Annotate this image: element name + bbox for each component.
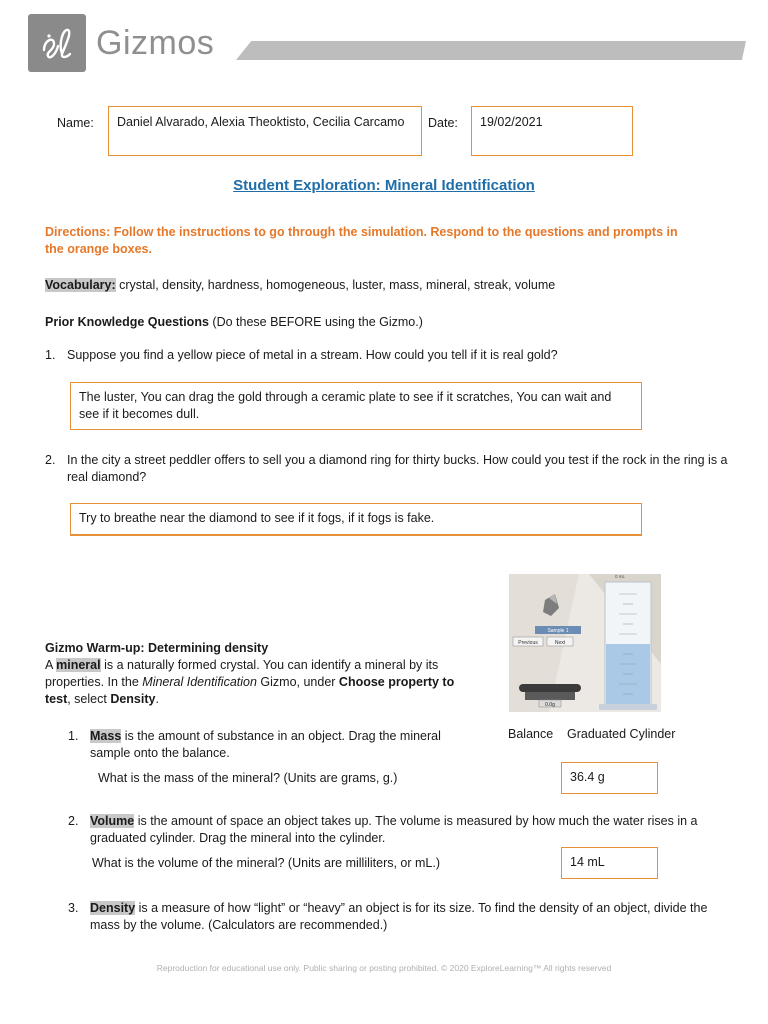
caption-graduated-cylinder: Graduated Cylinder (567, 727, 676, 741)
item-3-number: 3. (68, 901, 79, 915)
prior-knowledge-note: (Do these BEFORE using the Gizmo.) (212, 315, 423, 329)
next-button[interactable]: Next (554, 640, 566, 646)
question-2-text: In the city a street peddler offers to sell you a diamond ring for thirty bucks. How could you test if the rock in the ring is a real diamond? (67, 453, 728, 484)
intro-part-b: is a naturally formed crystal. You can identify a mineral by its properties. In the (45, 658, 439, 689)
intro-term-mineral: mineral (56, 658, 101, 672)
vocabulary-line (45, 277, 555, 294)
name-field[interactable]: Daniel Alvarado, Alexia Theoktisto, Cecilia Carcamo (108, 106, 422, 156)
page-title: Student Exploration: Mineral Identification (233, 177, 535, 194)
cylinder-top-label: 0 mL (615, 574, 626, 579)
sample-label: Sample 1 (547, 628, 569, 634)
item-1-number: 1. (68, 729, 79, 743)
prior-knowledge-title: Prior Knowledge Questions (45, 315, 209, 329)
gizmo-screenshot (509, 574, 661, 712)
item-1-description: is the amount of substance in an object. Drag the mineral sample onto the balance. (90, 729, 441, 760)
question-1-text: Suppose you find a yellow piece of metal in a stream. How could you tell if it is real gold? (67, 348, 558, 362)
item-3-description: is a measure of how “light” or “heavy” an object is for its size. To find the density of an object, divide the mass by the volume. (Calculators are recommended.) (90, 901, 708, 932)
question-1-number: 1. (45, 348, 56, 362)
item-3-text (90, 900, 730, 934)
volume-answer[interactable]: 14 mL (561, 847, 658, 879)
term-mass: Mass (90, 729, 122, 743)
directions-text: Directions: Follow the instructions to go through the simulation. Respond to the questions and prompts in the orange boxes. (45, 225, 678, 256)
item-2-text (90, 813, 720, 847)
question-2-answer[interactable]: Try to breathe near the diamond to see if it fogs, if it fogs is fake. (70, 503, 642, 536)
brand-name: Gizmos (96, 24, 215, 62)
term-density: Density (90, 901, 136, 915)
header-bar (236, 41, 746, 60)
caption-balance: Balance (508, 727, 554, 741)
date-label: Date: (428, 116, 458, 130)
vocabulary-label: Vocabulary: (45, 278, 116, 292)
warmup-title: Gizmo Warm-up: Determining density (45, 641, 269, 655)
name-label: Name: (57, 116, 94, 130)
intro-part-a: A (45, 658, 57, 672)
vocabulary-terms: crystal, density, hardness, homogeneous, luster, mass, mineral, streak, volume (119, 278, 556, 292)
intro-gizmo-name: Mineral Identification (142, 675, 257, 689)
item-1-text (90, 728, 450, 762)
intro-choose-property: Choose property to test (45, 675, 455, 706)
item-1-question: What is the mass of the mineral? (Units are grams, g.) (98, 771, 398, 785)
warmup-heading (45, 640, 268, 657)
term-volume: Volume (90, 814, 135, 828)
question-1-answer[interactable]: The luster, You can drag the gold through a ceramic plate to see if it scratches, You can wait and see if it becomes dull. (70, 382, 642, 430)
question-2-number: 2. (45, 453, 56, 467)
copyright-footer: Reproduction for educational use only. Public sharing or posting prohibited. © 2020 ExploreLearning™ All rights reserved (156, 963, 612, 973)
intro-part-d: , select (67, 692, 111, 706)
item-2-description: is the amount of space an object takes up. The volume is measured by how much the water rises in a graduated cylinder. Drag the mineral into the cylinder. (90, 814, 698, 845)
date-field[interactable]: 19/02/2021 (471, 106, 633, 156)
item-2-question: What is the volume of the mineral? (Units are milliliters, or mL.) (92, 856, 441, 870)
previous-button[interactable]: Previous (518, 640, 538, 646)
prior-knowledge-heading (45, 314, 423, 331)
balance-reading: 0.0g (545, 702, 555, 708)
mass-answer[interactable]: 36.4 g (561, 762, 658, 794)
intro-part-e: . (155, 692, 159, 706)
explorelearning-logo (28, 14, 86, 72)
item-2-number: 2. (68, 814, 79, 828)
warmup-intro (45, 657, 463, 708)
intro-density: Density (110, 692, 156, 706)
intro-part-c: Gizmo, under (256, 675, 339, 689)
